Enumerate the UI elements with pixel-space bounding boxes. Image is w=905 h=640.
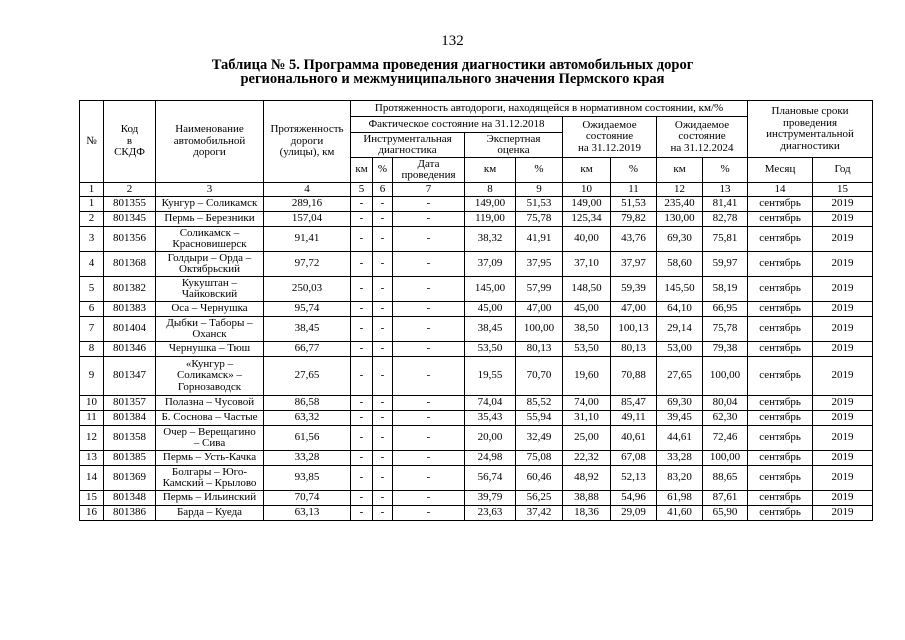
header-pct: % [516, 158, 563, 183]
table-row [80, 277, 873, 302]
header-pct: % [703, 158, 748, 183]
row-number: 5 [80, 277, 104, 302]
instrumental-pct: - [373, 252, 393, 277]
expert-km: 38,32 [465, 227, 516, 252]
expected-2024-km: 53,00 [657, 342, 703, 357]
expected-2019-pct: 70,88 [611, 357, 657, 396]
table-row [80, 317, 873, 342]
expert-km: 45,00 [465, 302, 516, 317]
expert-pct: 100,00 [516, 317, 563, 342]
road-name: Чернушка – Тюш [156, 342, 264, 357]
instrumental-km: - [351, 451, 373, 466]
road-name: Оса – Чернушка [156, 302, 264, 317]
expected-2024-pct: 75,78 [703, 317, 748, 342]
header-expected-2019: Ожидаемое состояние на 31.12.2019 [563, 117, 657, 158]
row-number: 13 [80, 451, 104, 466]
expert-pct: 55,94 [516, 411, 563, 426]
table-title [0, 58, 905, 86]
column-number: 10 [563, 183, 611, 197]
instrumental-km: - [351, 396, 373, 411]
expert-pct: 70,70 [516, 357, 563, 396]
planned-year: 2019 [813, 197, 873, 212]
expected-2024-km: 64,10 [657, 302, 703, 317]
expected-2019-pct: 49,11 [611, 411, 657, 426]
table-row [80, 466, 873, 491]
header-planned: Плановые сроки проведения инструментальной диагностики [748, 101, 873, 158]
header-km: км [465, 158, 516, 183]
road-length: 91,41 [264, 227, 351, 252]
instrumental-km: - [351, 212, 373, 227]
skdf-code: 801385 [104, 451, 156, 466]
road-name: Дыбки – Таборы – Оханск [156, 317, 264, 342]
expected-2019-pct: 80,13 [611, 342, 657, 357]
instrumental-pct: - [373, 317, 393, 342]
planned-month: сентябрь [748, 227, 813, 252]
instrumental-pct: - [373, 212, 393, 227]
expected-2024-km: 145,50 [657, 277, 703, 302]
row-number: 10 [80, 396, 104, 411]
expected-2024-km: 58,60 [657, 252, 703, 277]
instrumental-km: - [351, 227, 373, 252]
road-length: 97,72 [264, 252, 351, 277]
header-num: № [80, 101, 104, 183]
expert-pct: 51,53 [516, 197, 563, 212]
instrumental-date: - [393, 466, 465, 491]
header-expected-2024: Ожидаемое состояние на 31.12.2024 [657, 117, 748, 158]
instrumental-date: - [393, 357, 465, 396]
planned-month: сентябрь [748, 302, 813, 317]
table-row [80, 396, 873, 411]
instrumental-date: - [393, 302, 465, 317]
instrumental-km: - [351, 197, 373, 212]
instrumental-km: - [351, 426, 373, 451]
title-line-2: регионального и межмуниципального значения Пермского края [240, 71, 665, 87]
road-name: «Кунгур – Соликамск» – Горнозаводск [156, 357, 264, 396]
planned-month: сентябрь [748, 466, 813, 491]
expert-km: 53,50 [465, 342, 516, 357]
header-name: Наименование автомобильной дороги [156, 101, 264, 183]
header-month: Месяц [748, 158, 813, 183]
skdf-code: 801386 [104, 506, 156, 521]
expected-2019-km: 45,00 [563, 302, 611, 317]
skdf-code: 801356 [104, 227, 156, 252]
expected-2024-pct: 58,19 [703, 277, 748, 302]
road-length: 289,16 [264, 197, 351, 212]
row-number: 11 [80, 411, 104, 426]
planned-year: 2019 [813, 342, 873, 357]
instrumental-pct: - [373, 357, 393, 396]
expert-pct: 32,49 [516, 426, 563, 451]
planned-year: 2019 [813, 357, 873, 396]
instrumental-km: - [351, 252, 373, 277]
expert-pct: 47,00 [516, 302, 563, 317]
row-number: 15 [80, 491, 104, 506]
expected-2019-km: 18,36 [563, 506, 611, 521]
instrumental-date: - [393, 506, 465, 521]
expected-2019-pct: 54,96 [611, 491, 657, 506]
expected-2019-pct: 51,53 [611, 197, 657, 212]
expected-2019-km: 19,60 [563, 357, 611, 396]
table-row [80, 506, 873, 521]
planned-month: сентябрь [748, 491, 813, 506]
road-name: Пермь – Усть-Качка [156, 451, 264, 466]
expert-km: 19,55 [465, 357, 516, 396]
instrumental-date: - [393, 426, 465, 451]
expected-2024-pct: 80,04 [703, 396, 748, 411]
instrumental-km: - [351, 357, 373, 396]
planned-month: сентябрь [748, 426, 813, 451]
expected-2019-pct: 52,13 [611, 466, 657, 491]
planned-month: сентябрь [748, 277, 813, 302]
expected-2024-km: 69,30 [657, 396, 703, 411]
table-row [80, 212, 873, 227]
expected-2019-km: 22,32 [563, 451, 611, 466]
expected-2019-km: 125,34 [563, 212, 611, 227]
expected-2019-pct: 43,76 [611, 227, 657, 252]
expected-2019-km: 74,00 [563, 396, 611, 411]
skdf-code: 801345 [104, 212, 156, 227]
expert-km: 119,00 [465, 212, 516, 227]
planned-month: сентябрь [748, 317, 813, 342]
expected-2024-km: 69,30 [657, 227, 703, 252]
header-actual: Фактическое состояние на 31.12.2018 [351, 117, 563, 133]
column-number: 14 [748, 183, 813, 197]
instrumental-km: - [351, 277, 373, 302]
expected-2019-km: 31,10 [563, 411, 611, 426]
instrumental-pct: - [373, 302, 393, 317]
table-row [80, 491, 873, 506]
planned-year: 2019 [813, 252, 873, 277]
road-length: 33,28 [264, 451, 351, 466]
row-number: 7 [80, 317, 104, 342]
expert-km: 35,43 [465, 411, 516, 426]
column-number: 7 [393, 183, 465, 197]
expected-2024-pct: 59,97 [703, 252, 748, 277]
expected-2024-pct: 65,90 [703, 506, 748, 521]
expected-2024-km: 27,65 [657, 357, 703, 396]
instrumental-date: - [393, 396, 465, 411]
expected-2019-pct: 67,08 [611, 451, 657, 466]
diagnostics-table [79, 100, 873, 521]
skdf-code: 801368 [104, 252, 156, 277]
skdf-code: 801347 [104, 357, 156, 396]
skdf-code: 801346 [104, 342, 156, 357]
expected-2019-pct: 100,13 [611, 317, 657, 342]
expert-km: 56,74 [465, 466, 516, 491]
header-normative: Протяженность автодороги, находящейся в нормативном состоянии, км/% [351, 101, 748, 117]
expert-km: 149,00 [465, 197, 516, 212]
expert-km: 20,00 [465, 426, 516, 451]
row-number: 1 [80, 197, 104, 212]
planned-year: 2019 [813, 491, 873, 506]
instrumental-pct: - [373, 466, 393, 491]
instrumental-pct: - [373, 426, 393, 451]
column-number: 5 [351, 183, 373, 197]
column-number: 2 [104, 183, 156, 197]
expected-2019-pct: 40,61 [611, 426, 657, 451]
row-number: 14 [80, 466, 104, 491]
row-number: 6 [80, 302, 104, 317]
skdf-code: 801348 [104, 491, 156, 506]
expected-2019-pct: 79,82 [611, 212, 657, 227]
instrumental-date: - [393, 451, 465, 466]
expert-km: 37,09 [465, 252, 516, 277]
planned-year: 2019 [813, 426, 873, 451]
column-number: 3 [156, 183, 264, 197]
expected-2024-km: 44,61 [657, 426, 703, 451]
expected-2024-km: 29,14 [657, 317, 703, 342]
expected-2024-pct: 87,61 [703, 491, 748, 506]
planned-month: сентябрь [748, 451, 813, 466]
skdf-code: 801382 [104, 277, 156, 302]
road-length: 250,03 [264, 277, 351, 302]
header-expert: Экспертная оценка [465, 133, 563, 158]
page-number: 132 [441, 33, 464, 49]
column-number: 4 [264, 183, 351, 197]
expected-2019-km: 38,88 [563, 491, 611, 506]
road-length: 70,74 [264, 491, 351, 506]
expert-pct: 56,25 [516, 491, 563, 506]
row-number: 2 [80, 212, 104, 227]
planned-month: сентябрь [748, 396, 813, 411]
road-name: Полазна – Чусовой [156, 396, 264, 411]
instrumental-km: - [351, 491, 373, 506]
instrumental-pct: - [373, 227, 393, 252]
planned-month: сентябрь [748, 212, 813, 227]
instrumental-date: - [393, 411, 465, 426]
table-row [80, 357, 873, 396]
header-km: км [563, 158, 611, 183]
skdf-code: 801358 [104, 426, 156, 451]
header-code: Код в СКДФ [104, 101, 156, 183]
expected-2024-pct: 79,38 [703, 342, 748, 357]
expert-pct: 80,13 [516, 342, 563, 357]
expected-2024-km: 61,98 [657, 491, 703, 506]
expected-2019-km: 149,00 [563, 197, 611, 212]
road-length: 66,77 [264, 342, 351, 357]
table-row [80, 411, 873, 426]
road-length: 63,13 [264, 506, 351, 521]
skdf-code: 801384 [104, 411, 156, 426]
expected-2019-km: 25,00 [563, 426, 611, 451]
instrumental-date: - [393, 227, 465, 252]
expert-pct: 85,52 [516, 396, 563, 411]
row-number: 16 [80, 506, 104, 521]
road-name: Кунгур – Соликамск [156, 197, 264, 212]
table-row [80, 197, 873, 212]
instrumental-date: - [393, 252, 465, 277]
road-length: 93,85 [264, 466, 351, 491]
row-number: 12 [80, 426, 104, 451]
skdf-code: 801369 [104, 466, 156, 491]
expert-pct: 57,99 [516, 277, 563, 302]
row-number: 8 [80, 342, 104, 357]
instrumental-km: - [351, 466, 373, 491]
table-row [80, 252, 873, 277]
expected-2024-pct: 88,65 [703, 466, 748, 491]
instrumental-pct: - [373, 491, 393, 506]
expected-2019-pct: 37,97 [611, 252, 657, 277]
expected-2024-pct: 66,95 [703, 302, 748, 317]
instrumental-km: - [351, 317, 373, 342]
instrumental-pct: - [373, 451, 393, 466]
column-number: 6 [373, 183, 393, 197]
planned-month: сентябрь [748, 506, 813, 521]
expert-pct: 75,08 [516, 451, 563, 466]
table-row [80, 342, 873, 357]
planned-year: 2019 [813, 277, 873, 302]
column-numbers-row [80, 183, 873, 197]
instrumental-km: - [351, 302, 373, 317]
column-number: 13 [703, 183, 748, 197]
road-length: 95,74 [264, 302, 351, 317]
expected-2019-km: 48,92 [563, 466, 611, 491]
instrumental-date: - [393, 212, 465, 227]
planned-year: 2019 [813, 212, 873, 227]
road-name: Очер – Верещагино – Сива [156, 426, 264, 451]
road-name: Пермь – Ильинский [156, 491, 264, 506]
row-number: 4 [80, 252, 104, 277]
road-length: 86,58 [264, 396, 351, 411]
table-row [80, 227, 873, 252]
road-name: Б. Соснова – Частые [156, 411, 264, 426]
instrumental-pct: - [373, 411, 393, 426]
expert-km: 145,00 [465, 277, 516, 302]
header-km: км [351, 158, 373, 183]
column-number: 8 [465, 183, 516, 197]
planned-year: 2019 [813, 302, 873, 317]
table-row [80, 451, 873, 466]
instrumental-date: - [393, 317, 465, 342]
planned-month: сентябрь [748, 342, 813, 357]
instrumental-km: - [351, 506, 373, 521]
title-line-1: Таблица № 5. Программа проведения диагностики автомобильных дорог [211, 57, 694, 73]
column-number: 9 [516, 183, 563, 197]
expected-2024-pct: 75,81 [703, 227, 748, 252]
header-instrumental: Инструментальная диагностика [351, 133, 465, 158]
expected-2024-km: 83,20 [657, 466, 703, 491]
road-length: 61,56 [264, 426, 351, 451]
skdf-code: 801383 [104, 302, 156, 317]
header-length: Протяженность дороги (улицы), км [264, 101, 351, 183]
instrumental-date: - [393, 197, 465, 212]
expert-pct: 41,91 [516, 227, 563, 252]
expected-2024-km: 33,28 [657, 451, 703, 466]
column-number: 1 [80, 183, 104, 197]
expert-km: 23,63 [465, 506, 516, 521]
row-number: 3 [80, 227, 104, 252]
expected-2024-pct: 100,00 [703, 451, 748, 466]
skdf-code: 801357 [104, 396, 156, 411]
expected-2024-km: 235,40 [657, 197, 703, 212]
road-name: Соликамск – Красновишерск [156, 227, 264, 252]
expected-2024-pct: 82,78 [703, 212, 748, 227]
skdf-code: 801404 [104, 317, 156, 342]
header-pct: % [611, 158, 657, 183]
table-row [80, 426, 873, 451]
table-row [80, 302, 873, 317]
expected-2024-pct: 72,46 [703, 426, 748, 451]
skdf-code: 801355 [104, 197, 156, 212]
header-pct: % [373, 158, 393, 183]
expert-pct: 37,95 [516, 252, 563, 277]
road-length: 38,45 [264, 317, 351, 342]
expected-2024-km: 130,00 [657, 212, 703, 227]
road-name: Болгары – Юго- Камский – Крылово [156, 466, 264, 491]
expected-2019-km: 40,00 [563, 227, 611, 252]
instrumental-pct: - [373, 396, 393, 411]
instrumental-date: - [393, 491, 465, 506]
planned-month: сентябрь [748, 197, 813, 212]
planned-month: сентябрь [748, 252, 813, 277]
expected-2024-pct: 62,30 [703, 411, 748, 426]
expert-pct: 75,78 [516, 212, 563, 227]
planned-year: 2019 [813, 396, 873, 411]
road-name: Пермь – Березники [156, 212, 264, 227]
road-length: 157,04 [264, 212, 351, 227]
expert-km: 39,79 [465, 491, 516, 506]
expected-2019-pct: 85,47 [611, 396, 657, 411]
instrumental-date: - [393, 342, 465, 357]
expected-2024-km: 39,45 [657, 411, 703, 426]
expected-2019-km: 148,50 [563, 277, 611, 302]
planned-year: 2019 [813, 411, 873, 426]
header-date: Дата проведения [393, 158, 465, 183]
planned-month: сентябрь [748, 357, 813, 396]
instrumental-km: - [351, 411, 373, 426]
expected-2019-km: 53,50 [563, 342, 611, 357]
road-name: Голдыри – Орда – Октябрьский [156, 252, 264, 277]
instrumental-pct: - [373, 506, 393, 521]
row-number: 9 [80, 357, 104, 396]
planned-year: 2019 [813, 227, 873, 252]
road-length: 63,32 [264, 411, 351, 426]
road-length: 27,65 [264, 357, 351, 396]
column-number: 15 [813, 183, 873, 197]
road-name: Барда – Куеда [156, 506, 264, 521]
expected-2019-pct: 59,39 [611, 277, 657, 302]
road-name: Кукуштан – Чайковский [156, 277, 264, 302]
expert-pct: 37,42 [516, 506, 563, 521]
instrumental-km: - [351, 342, 373, 357]
header-km: км [657, 158, 703, 183]
column-number: 12 [657, 183, 703, 197]
expected-2019-km: 37,10 [563, 252, 611, 277]
instrumental-pct: - [373, 197, 393, 212]
expert-pct: 60,46 [516, 466, 563, 491]
column-number: 11 [611, 183, 657, 197]
expert-km: 38,45 [465, 317, 516, 342]
expected-2024-km: 41,60 [657, 506, 703, 521]
expected-2024-pct: 100,00 [703, 357, 748, 396]
planned-year: 2019 [813, 466, 873, 491]
instrumental-pct: - [373, 277, 393, 302]
header-year: Год [813, 158, 873, 183]
planned-year: 2019 [813, 317, 873, 342]
expert-km: 24,98 [465, 451, 516, 466]
instrumental-pct: - [373, 342, 393, 357]
planned-year: 2019 [813, 451, 873, 466]
expected-2024-pct: 81,41 [703, 197, 748, 212]
planned-year: 2019 [813, 506, 873, 521]
expert-km: 74,04 [465, 396, 516, 411]
instrumental-date: - [393, 277, 465, 302]
expected-2019-pct: 47,00 [611, 302, 657, 317]
expected-2019-km: 38,50 [563, 317, 611, 342]
planned-month: сентябрь [748, 411, 813, 426]
expected-2019-pct: 29,09 [611, 506, 657, 521]
